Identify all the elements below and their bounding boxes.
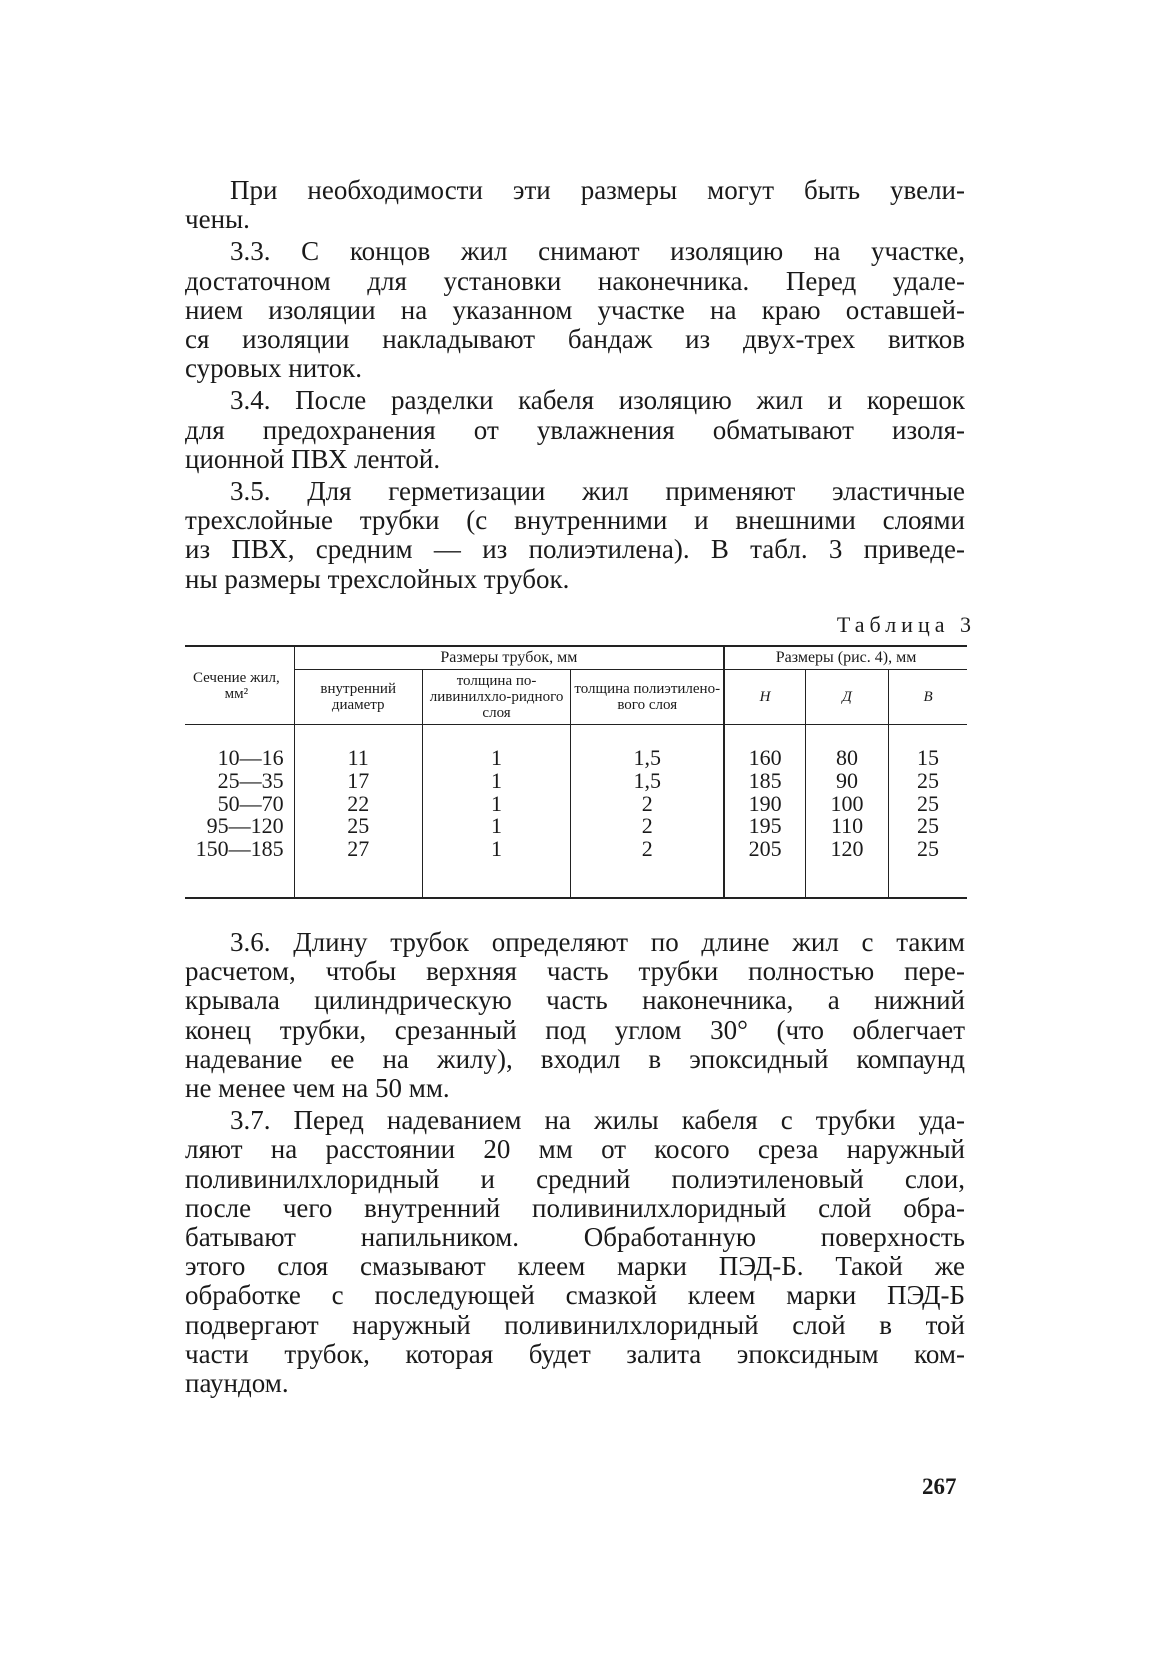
cell-inner: 11 bbox=[294, 725, 422, 770]
header-h: Н bbox=[724, 670, 805, 725]
cell-pe: 2 bbox=[571, 838, 724, 898]
paragraph bbox=[185, 477, 965, 594]
paragraph bbox=[185, 386, 965, 474]
text-line: ляют на расстоянии 20 мм от косого среза наружный bbox=[185, 1134, 965, 1165]
text-line: 3.5. Для герметизации жил применяют эластичные bbox=[230, 476, 965, 507]
header-fig-sizes: Размеры (рис. 4), мм bbox=[724, 646, 967, 670]
cell-pe: 1,5 bbox=[571, 725, 724, 770]
header-inner-diameter: внутренний диаметр bbox=[294, 670, 422, 725]
cell-section: 50—70 bbox=[217, 790, 284, 816]
table-row bbox=[185, 793, 967, 816]
cell-pe: 2 bbox=[571, 815, 724, 838]
page-number: 267 bbox=[922, 1474, 957, 1499]
text-line: 3.4. После разделки кабеля изоляцию жил и корешок bbox=[230, 385, 965, 416]
text-line: нием изоляции на указанном участке на краю оставшей- bbox=[185, 294, 965, 325]
cell-inner: 27 bbox=[294, 838, 422, 898]
table-caption: Таблица 3 bbox=[836, 612, 976, 637]
text-line: 3.3. С концов жил снимают изоляцию на участке, bbox=[230, 236, 965, 267]
text-line: части трубок, которая будет залита эпоксидным ком- bbox=[185, 1338, 965, 1369]
paragraph bbox=[185, 1106, 965, 1398]
cell-d: 90 bbox=[806, 770, 889, 793]
header-section: Сечение жил, мм² bbox=[185, 646, 294, 725]
cell-pvc: 1 bbox=[422, 725, 571, 770]
text-line: для предохранения от увлажнения обматывают изоля- bbox=[185, 414, 965, 445]
text-line: расчетом, чтобы верхняя часть трубки полностью пере- bbox=[185, 956, 965, 987]
cell-b: 15 bbox=[889, 725, 967, 770]
text-line: из ПВХ, средним — из полиэтилена). В табл. 3 приведе- bbox=[185, 534, 965, 565]
text-line: 3.7. Перед надеванием на жилы кабеля с трубки уда- bbox=[230, 1105, 965, 1136]
table-row bbox=[185, 770, 967, 793]
cell-b: 25 bbox=[889, 815, 967, 838]
cell-pvc: 1 bbox=[422, 770, 571, 793]
paragraph bbox=[185, 237, 965, 383]
text-line: ны размеры трехслойных трубок. bbox=[185, 563, 570, 594]
text-line: ционной ПВХ лентой. bbox=[185, 443, 441, 474]
cell-h: 190 bbox=[724, 793, 805, 816]
cell-pvc: 1 bbox=[422, 793, 571, 816]
text-line: 3.6. Длину трубок определяют по длине жил с таким bbox=[230, 927, 965, 957]
text-line: подвергают наружный поливинилхлоридный слой в той bbox=[185, 1309, 965, 1340]
table-3 bbox=[185, 645, 967, 899]
cell-pe: 1,5 bbox=[571, 770, 724, 793]
cell-section: 10—16 bbox=[217, 745, 284, 770]
cell-h: 185 bbox=[724, 770, 805, 793]
text-line: конец трубки, срезанный под углом 30° (что облегчает bbox=[185, 1014, 965, 1045]
cell-b: 25 bbox=[889, 770, 967, 793]
paragraph bbox=[185, 928, 965, 1103]
cell-pvc: 1 bbox=[422, 815, 571, 838]
text-line: этого слоя смазывают клеем марки ПЭД-Б. Такой же bbox=[185, 1251, 965, 1282]
cell-d: 100 bbox=[806, 793, 889, 816]
text-line: ся изоляции накладывают бандаж из двух-трех витков bbox=[185, 324, 965, 355]
text-line: трехслойные трубки (с внутренними и внешними слоями bbox=[185, 505, 965, 536]
cell-d: 80 bbox=[806, 725, 889, 770]
header-pvc-thickness: толщина по-ливинилхло-ридного слоя bbox=[422, 670, 571, 725]
cell-pe: 2 bbox=[571, 793, 724, 816]
text-line: надевание ее на жилу), входил в эпоксидный компаунд bbox=[185, 1043, 965, 1074]
text-line: суровых ниток. bbox=[185, 353, 362, 384]
cell-h: 205 bbox=[724, 838, 805, 898]
table-row bbox=[185, 725, 967, 770]
text-block-top bbox=[185, 176, 965, 597]
cell-inner: 17 bbox=[294, 770, 422, 793]
cell-b: 25 bbox=[889, 838, 967, 898]
cell-h: 195 bbox=[724, 815, 805, 838]
text-line: чены. bbox=[185, 204, 250, 235]
text-line: паундом. bbox=[185, 1368, 289, 1399]
header-tube-sizes: Размеры трубок, мм bbox=[294, 646, 724, 670]
header-b: В bbox=[889, 670, 967, 725]
cell-inner: 25 bbox=[294, 815, 422, 838]
cell-h: 160 bbox=[724, 725, 805, 770]
cell-section: 150—185 bbox=[185, 838, 294, 898]
cell-pvc: 1 bbox=[422, 838, 571, 898]
text-line: обработке с последующей смазкой клеем марки ПЭД-Б bbox=[185, 1280, 965, 1311]
table-row bbox=[185, 815, 967, 838]
text-line: батывают напильником. Обработанную поверхность bbox=[185, 1222, 965, 1253]
cell-d: 110 bbox=[806, 815, 889, 838]
text-line: достаточном для установки наконечника. Перед удале- bbox=[185, 265, 965, 296]
text-block-bottom bbox=[185, 928, 965, 1401]
cell-d: 120 bbox=[806, 838, 889, 898]
header-d: Д bbox=[806, 670, 889, 725]
cell-section: 95—120 bbox=[206, 813, 284, 839]
text-line: не менее чем на 50 мм. bbox=[185, 1073, 450, 1104]
header-pe-thickness: толщина полиэтилено-вого слоя bbox=[571, 670, 724, 725]
table-body bbox=[185, 725, 967, 898]
text-line: поливинилхлоридный и средний полиэтиленовый слои, bbox=[185, 1163, 965, 1194]
paragraph bbox=[185, 176, 965, 234]
cell-inner: 22 bbox=[294, 793, 422, 816]
table-row bbox=[185, 838, 967, 898]
text-line: крывала цилиндрическую часть наконечника, а нижний bbox=[185, 985, 965, 1016]
cell-section: 25—35 bbox=[217, 767, 284, 793]
text-line: При необходимости эти размеры могут быть увели- bbox=[230, 175, 965, 205]
cell-b: 25 bbox=[889, 793, 967, 816]
text-line: после чего внутренний поливинилхлоридный слой обра- bbox=[185, 1192, 965, 1223]
